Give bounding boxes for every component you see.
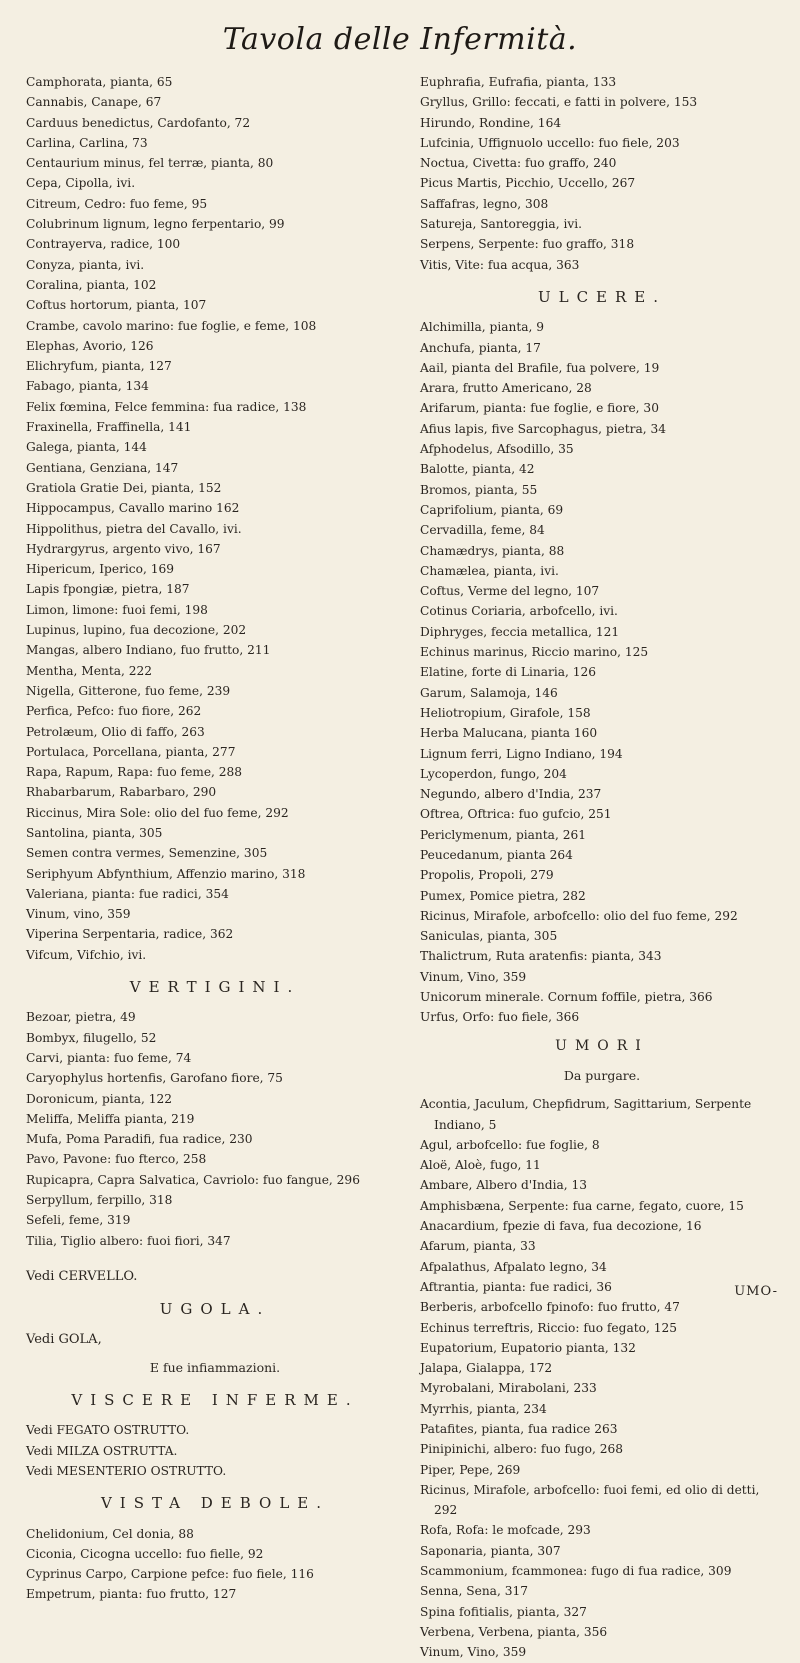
index-entry: Tilia, Tiglio albero: fuoi fiori, 347 [26, 1233, 231, 1248]
index-entry: Chamædrys, pianta, 88 [420, 543, 565, 558]
index-entry: Sefeli, feme, 319 [26, 1213, 131, 1228]
index-entry: Vifcum, Vifchio, ivi. [26, 947, 147, 962]
index-entry: Cotinus Coriaria, arbofcello, ivi. [420, 604, 618, 619]
index-entry: Aloë, Aloè, fugo, 11 [420, 1158, 541, 1173]
index-entry: Fraxinella, Fraffinella, 141 [26, 420, 192, 435]
index-entry: Portulaca, Porcellana, pianta, 277 [26, 744, 236, 759]
page-title: Tavola delle Infermità. [222, 22, 578, 57]
index-entry: Elatine, forte di Linaria, 126 [420, 665, 597, 680]
index-entry: Carlina, Carlina, 73 [26, 135, 148, 150]
index-entry: Acontia, Jaculum, Chepfidrum, Sagittarium, Serpente Indiano, 5 [420, 1097, 752, 1132]
index-entry: Carvi, pianta: fuo feme, 74 [26, 1050, 192, 1065]
left-intro-list [26, 72, 404, 965]
viscere-ref-list [26, 1420, 404, 1481]
index-entry: Hydrargyrus, argento vivo, 167 [26, 541, 221, 556]
index-entry: Rapa, Rapum, Rapa: fuo feme, 288 [26, 765, 243, 780]
index-entry: Lycoperdon, fungo, 204 [420, 766, 567, 781]
index-entry: Echinus marinus, Riccio marino, 125 [420, 645, 649, 660]
index-entry: Limon, limone: fuoi femi, 198 [26, 602, 208, 617]
index-entry: Noctua, Civetta: fuo graffo, 240 [420, 156, 617, 171]
cross-reference-gola: Vedi GOLA, [26, 1331, 102, 1347]
index-entry: Santolina, pianta, 305 [26, 825, 163, 840]
index-entry: Coftus hortorum, pianta, 107 [26, 298, 207, 313]
index-entry: Myrobalani, Mirabolani, 233 [420, 1381, 597, 1396]
section-heading-ugola: UGOLA. [159, 1300, 271, 1319]
index-entry: Caryophylus hortenfis, Garofano fiore, 75 [26, 1071, 283, 1086]
index-entry: Centaurium minus, fel terræ, pianta, 80 [26, 156, 274, 171]
index-entry: Pinipinichi, albero: fuo fugo, 268 [420, 1442, 624, 1457]
index-entry: Cyprinus Carpo, Carpione pefce: fuo fiele, 116 [26, 1567, 314, 1582]
index-entry: Agul, arbofcello: fue foglie, 8 [420, 1137, 600, 1152]
index-entry: Serpyllum, ferpillo, 318 [26, 1193, 173, 1208]
index-entry: Riccinus, Mira Sole: olio del fuo feme, 292 [26, 805, 289, 820]
index-entry: Scammonium, fcammonea: fugo di fua radice, 309 [420, 1564, 732, 1579]
index-entry: Jalapa, Gialappa, 172 [420, 1361, 553, 1376]
left-column [26, 72, 404, 1605]
index-entry: Thalictrum, Ruta aratenfis: pianta, 343 [420, 949, 662, 964]
index-entry: Valeriana, pianta: fue radici, 354 [26, 886, 229, 901]
index-entry: Meliffa, Meliffa pianta, 219 [26, 1111, 195, 1126]
index-entry: Rupicapra, Capra Salvatica, Cavriolo: fuo fangue, 296 [26, 1172, 360, 1187]
section-heading-ulcere: ULCERE. [537, 287, 667, 306]
index-entry: Serpens, Serpente: fuo graffo, 318 [420, 237, 635, 252]
index-entry: Coftus, Verme del legno, 107 [420, 584, 600, 599]
index-entry: Cervadilla, feme, 84 [420, 523, 545, 538]
index-entry: Ambare, Albero d'India, 13 [420, 1178, 588, 1193]
index-entry: Semen contra vermes, Semenzine, 305 [26, 846, 268, 861]
index-entry: Arifarum, pianta: fue foglie, e fiore, 30 [420, 401, 659, 416]
index-entry: Mufa, Poma Paradifi, fua radice, 230 [26, 1132, 253, 1147]
index-entry: Bezoar, pietra, 49 [26, 1010, 136, 1025]
index-entry: Elephas, Avorio, 126 [26, 338, 154, 353]
index-entry: Patafites, pianta, fua radice 263 [420, 1422, 618, 1436]
index-entry: Oftrea, Oftrica: fuo gufcio, 251 [420, 807, 612, 822]
index-entry: Anacardium, fpezie di fava, fua decozione, 16 [420, 1219, 702, 1234]
index-entry: Galega, pianta, 144 [26, 440, 147, 455]
index-entry: Echinus terreftris, Riccio: fuo fegato, 125 [420, 1320, 677, 1335]
index-entry: Unicorum minerale. Cornum foffile, pietra, 366 [420, 990, 713, 1005]
index-entry: Ricinus, Mirafole, arbofcello: fuoi femi, ed olio di detti, 292 [420, 1482, 760, 1518]
section-heading-vista: VISTA DEBOLE. [100, 1494, 330, 1513]
index-entry: Arara, frutto Americano, 28 [420, 381, 592, 396]
index-entry: Crambe, cavolo marino: fue foglie, e feme, 108 [26, 318, 317, 333]
index-entry: Cannabis, Canape, 67 [26, 95, 162, 110]
vista-list [26, 1524, 404, 1605]
index-entry: Nigella, Gitterone, fuo feme, 239 [26, 683, 231, 698]
index-entry: Pavo, Pavone: fuo fterco, 258 [26, 1152, 207, 1167]
index-entry: Urfus, Orfo: fuo fiele, 366 [420, 1010, 580, 1025]
index-entry: Ricinus, Mirafole, arbofcello: olio del fuo feme, 292 [420, 908, 738, 923]
umori-list [420, 1094, 784, 1662]
index-entry: Bromos, pianta, 55 [420, 482, 538, 497]
index-entry: Hirundo, Rondine, 164 [420, 115, 562, 130]
index-entry: Anchufa, pianta, 17 [420, 340, 541, 355]
index-entry: Picus Martis, Picchio, Uccello, 267 [420, 176, 636, 191]
index-entry: Vedi FEGATO OSTRUTTO. [26, 1423, 190, 1438]
index-entry: Alchimilla, pianta, 9 [420, 320, 545, 335]
index-entry: Fabago, pianta, 134 [26, 379, 149, 394]
vertigini-list [26, 1007, 404, 1251]
index-entry: Colubrinum lignum, legno ferpentario, 99 [26, 217, 285, 232]
index-entry: Heliotropium, Girafole, 158 [420, 705, 591, 720]
index-entry: Balotte, pianta, 42 [420, 462, 535, 477]
ulcere-list [420, 317, 784, 1027]
index-entry: Conyza, pianta, ivi. [26, 257, 145, 272]
section-heading-viscere: VISCERE INFERME. [71, 1391, 359, 1410]
index-entry: Hipericum, Iperico, 169 [26, 562, 174, 577]
index-entry: Lupinus, lupino, fua decozione, 202 [26, 623, 247, 638]
index-entry: Coralina, pianta, 102 [26, 277, 157, 292]
index-entry: Verbena, Verbena, pianta, 356 [420, 1624, 608, 1639]
index-entry: Saponaria, pianta, 307 [420, 1543, 561, 1558]
index-entry: Diphryges, feccia metallica, 121 [420, 624, 620, 639]
index-entry: Vedi MILZA OSTRUTTA. [26, 1443, 178, 1458]
index-entry: Rofa, Rofa: le mofcade, 293 [420, 1523, 591, 1538]
index-entry: Afius lapis, five Sarcophagus, pietra, 34 [420, 421, 666, 436]
index-entry: Rhabarbarum, Rabarbaro, 290 [26, 785, 217, 800]
index-entry: Peucedanum, pianta 264 [420, 847, 573, 862]
index-entry: Pumex, Pomice pietra, 282 [420, 888, 586, 903]
catchword: UMO- [734, 1284, 778, 1299]
index-entry: Caprifolium, pianta, 69 [420, 502, 564, 517]
right-intro-list [420, 72, 784, 275]
index-entry: Propolis, Propoli, 279 [420, 868, 554, 883]
index-entry: Chelidonium, Cel donia, 88 [26, 1526, 194, 1541]
index-entry: Citreum, Cedro: fuo feme, 95 [26, 196, 208, 211]
index-entry: Vinum, Vino, 359 [420, 969, 527, 984]
index-entry: Saniculas, pianta, 305 [420, 929, 558, 944]
index-entry: Periclymenum, pianta, 261 [420, 827, 586, 842]
index-entry: Contrayerva, radice, 100 [26, 237, 181, 252]
index-entry: Aail, pianta del Brafile, fua polvere, 19 [420, 360, 660, 375]
index-entry: Hippocampus, Cavallo marino 162 [26, 501, 240, 516]
index-entry: Berberis, arbofcello fpinofo: fuo frutto, 47 [420, 1300, 680, 1315]
index-entry: Afphodelus, Afsodillo, 35 [420, 442, 574, 457]
index-entry: Petrolæum, Olio di faffo, 263 [26, 724, 205, 739]
index-entry: Perfica, Pefco: fuo fiore, 262 [26, 704, 202, 719]
index-entry: Camphorata, pianta, 65 [26, 75, 173, 89]
index-entry: Piper, Pepe, 269 [420, 1462, 521, 1477]
index-entry: Felix fœmina, Felce femmina: fua radice, 138 [26, 399, 307, 414]
right-column [420, 72, 784, 1663]
section-heading-vertigini: VERTIGINI. [129, 978, 301, 997]
index-entry: Lignum ferri, Ligno Indiano, 194 [420, 746, 623, 761]
index-entry: Empetrum, pianta: fuo frutto, 127 [26, 1587, 237, 1602]
umori-subheading: Da purgare. [563, 1067, 641, 1083]
index-entry: Elichryfum, pianta, 127 [26, 359, 172, 374]
index-entry: Doronicum, pianta, 122 [26, 1091, 172, 1106]
index-entry: Carduus benedictus, Cardofanto, 72 [26, 115, 251, 130]
index-entry: Vitis, Vite: fua acqua, 363 [420, 257, 580, 272]
index-entry: Bombyx, filugello, 52 [26, 1030, 157, 1045]
cross-reference-cervello: Vedi CERVELLO. [26, 1268, 138, 1284]
index-entry: Vinum, vino, 359 [26, 907, 131, 922]
index-entry: Viperina Serpentaria, radice, 362 [26, 927, 234, 942]
index-entry: Ciconia, Cicogna uccello: fuo fielle, 92 [26, 1546, 264, 1561]
index-entry: Eupatorium, Eupatorio pianta, 132 [420, 1340, 636, 1355]
index-entry: Seriphyum Abfynthium, Affenzio marino, 318 [26, 866, 306, 881]
index-entry: Negundo, albero d'India, 237 [420, 787, 602, 802]
index-entry: Herba Malucana, pianta 160 [420, 726, 598, 741]
index-entry: Vedi MESENTERIO OSTRUTTO. [26, 1464, 227, 1478]
ugola-note: E fue infiammazioni. [149, 1359, 281, 1375]
index-entry: Chamælea, pianta, ivi. [420, 563, 559, 578]
index-entry: Spina fofitialis, pianta, 327 [420, 1604, 587, 1619]
index-entry: Garum, Salamoja, 146 [420, 685, 558, 700]
index-entry: Saffafras, legno, 308 [420, 196, 549, 211]
index-entry: Gentiana, Genziana, 147 [26, 460, 179, 475]
index-entry: Lapis fpongiæ, pietra, 187 [26, 582, 190, 597]
index-entry: Mentha, Menta, 222 [26, 663, 153, 678]
index-entry: Afarum, pianta, 33 [420, 1239, 536, 1254]
index-entry: Hippolithus, pietra del Cavallo, ivi. [26, 521, 242, 536]
index-entry: Afpalathus, Afpalato legno, 34 [420, 1259, 607, 1274]
index-entry: Vinum, Vino, 359 [420, 1645, 527, 1660]
section-heading-umori: UMORI [555, 1037, 649, 1054]
index-entry: Lufcinia, Uffignuolo uccello: fuo fiele, 203 [420, 135, 680, 150]
index-entry: Satureja, Santoreggia, ivi. [420, 217, 583, 232]
index-entry: Amphisbæna, Serpente: fua carne, fegato, cuore, 15 [420, 1198, 744, 1213]
index-entry: Cepa, Cipolla, ivi. [26, 176, 136, 191]
index-entry: Aftrantia, pianta: fue radici, 36 [420, 1279, 612, 1294]
index-entry: Mangas, albero Indiano, fuo frutto, 211 [26, 643, 271, 658]
index-entry: Gratiola Gratie Dei, pianta, 152 [26, 480, 222, 495]
index-entry: Euphrafia, Eufrafia, pianta, 133 [420, 75, 617, 89]
index-entry: Myrrhis, pianta, 234 [420, 1401, 547, 1416]
index-entry: Gryllus, Grillo: feccati, e fatti in polvere, 153 [420, 95, 698, 110]
index-entry: Senna, Sena, 317 [420, 1584, 528, 1599]
